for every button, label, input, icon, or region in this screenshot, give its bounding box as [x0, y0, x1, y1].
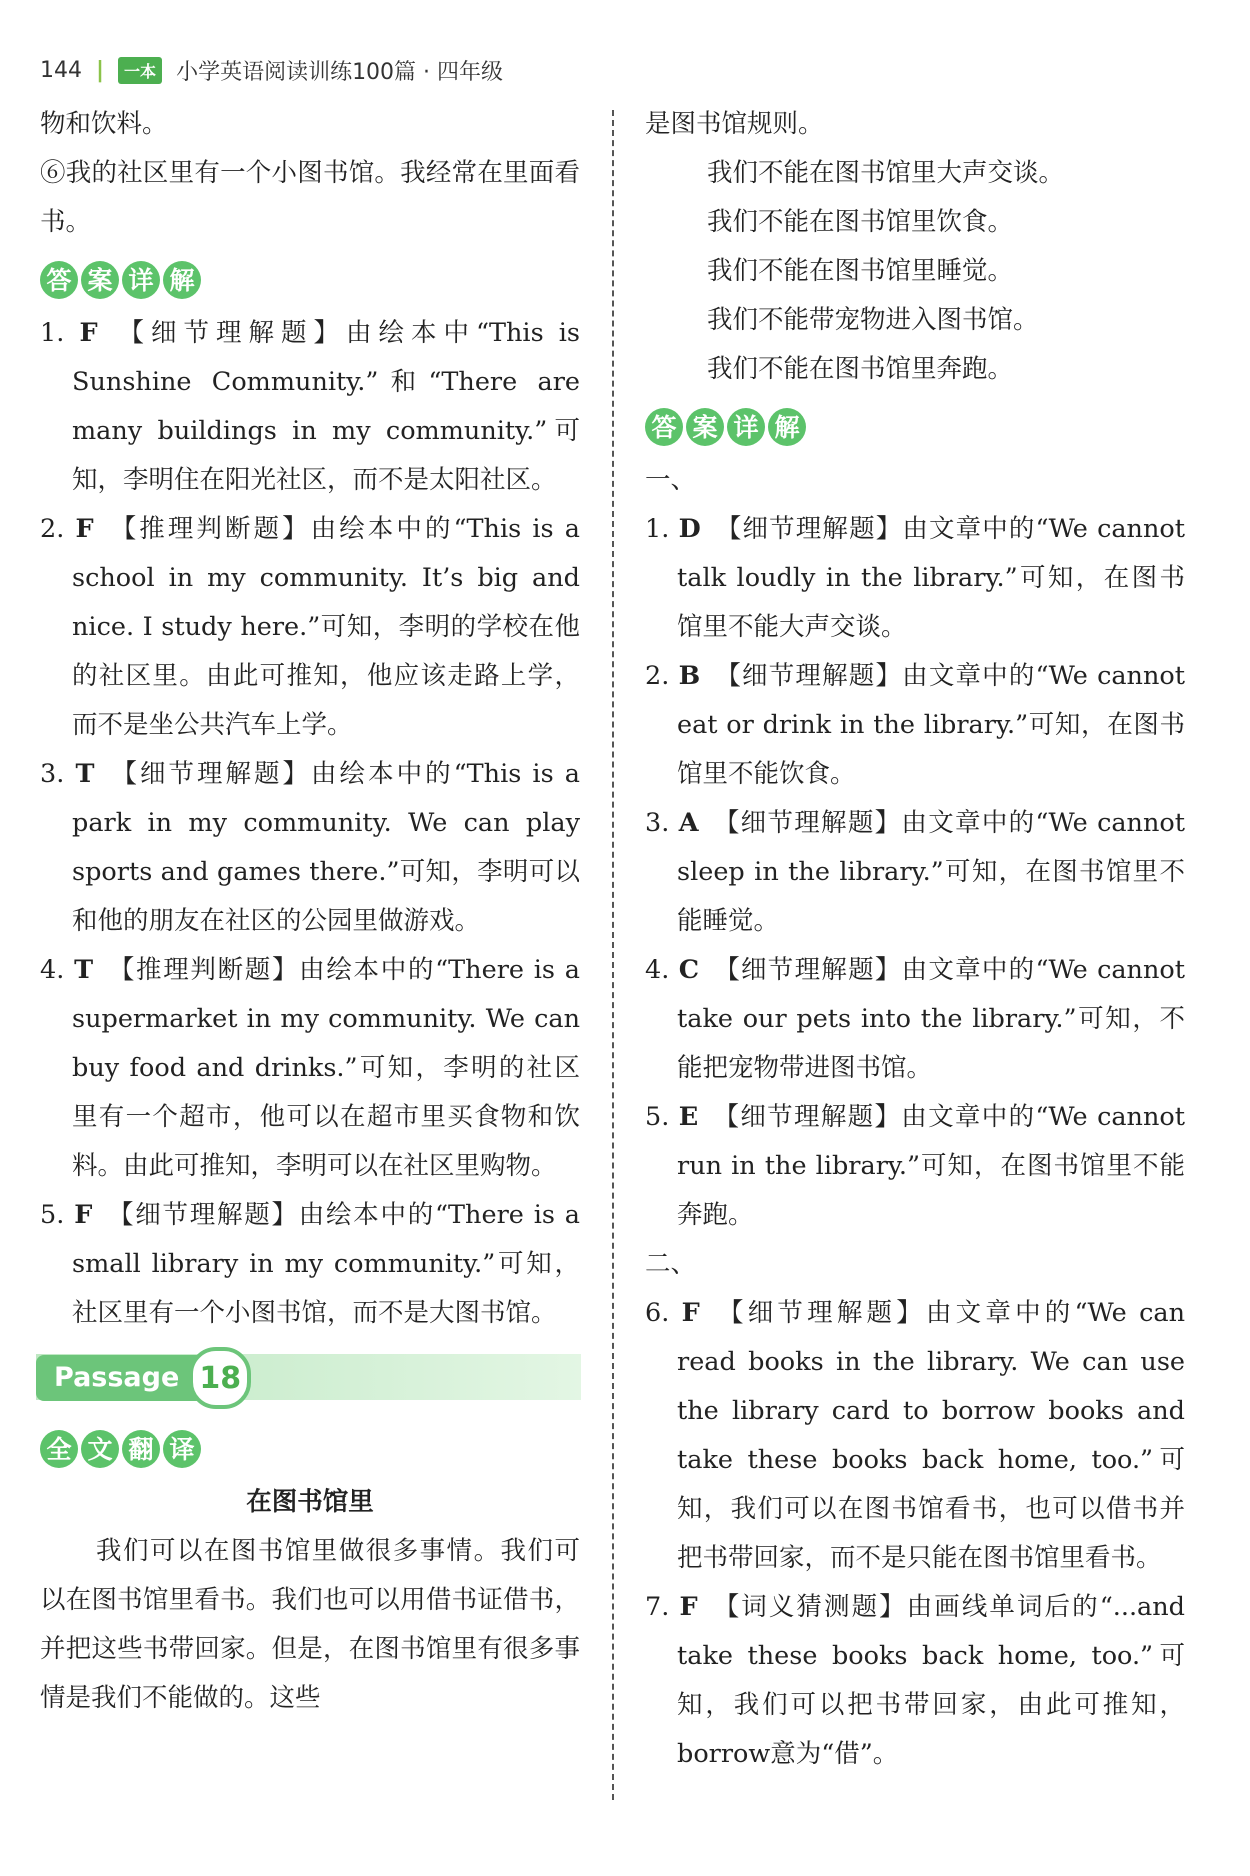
continued-text: 是图书馆规则。: [645, 109, 824, 139]
tag-char: 答: [40, 261, 78, 299]
book-title: 小学英语阅读训练100篇 · 四年级: [176, 59, 504, 85]
rule-item: 我们不能在图书馆里睡觉。: [707, 256, 1014, 286]
answer-tag: [645, 408, 806, 446]
tag-char: 详: [727, 408, 765, 446]
tag-char: 详: [122, 261, 160, 299]
passage-banner: [36, 1350, 580, 1406]
tag-char: 文: [81, 1430, 119, 1468]
continued-text: 物和饮料。: [40, 109, 168, 139]
answer-item: 3. A 【细节理解题】由文章中的“We cannot sleep in the library.”可知，在图书馆里不能睡觉。: [645, 808, 1185, 936]
answer-item: 1. F 【细节理解题】由绘本中“This is Sunshine Community.”和“There are many buildings in my community.”可知，李明住在阳光社区，而不是太阳社区。: [40, 318, 581, 495]
tag-char: 案: [81, 261, 119, 299]
right-column: [645, 100, 1185, 1779]
translation-tag: [40, 1430, 201, 1468]
rule-item: 我们不能在图书馆里奔跑。: [707, 354, 1014, 384]
answer-item: 4. T 【推理判断题】由绘本中的“There is a supermarket in my community. We can buy food and drinks.”可知，李明的社区里有一个超市，他可以在超市里买食物和饮料。由此可推知，李明可以在社区里购物。: [40, 955, 581, 1181]
answer-item: 2. F 【推理判断题】由绘本中的“This is a school in my community. It’s big and nice. I study here.”可知，李明的学校在他的社区里。由此可推知，他应该走路上学，而不是坐公共汽车上学。: [40, 514, 581, 740]
answer-item: 7. F 【词义猜测题】由画线单词后的“...and take these books back home, too.”可知，我们可以把书带回家，由此可推知，borrow意为“借”。: [645, 1592, 1185, 1769]
tag-char: 全: [40, 1430, 78, 1468]
page-number: 144: [40, 57, 82, 83]
answer-tag: [40, 261, 201, 299]
passage-label: Passage: [36, 1355, 201, 1401]
rule-item: 我们不能在图书馆里饮食。: [707, 207, 1014, 237]
answer-item: 4. C 【细节理解题】由文章中的“We cannot take our pets into the library.”可知，不能把宠物带进图书馆。: [645, 955, 1185, 1083]
header-separator: |: [96, 57, 105, 83]
tag-char: 案: [686, 408, 724, 446]
answer-item: 5. F 【细节理解题】由绘本中的“There is a small library in my community.”可知，社区里有一个小图书馆，而不是大图书馆。: [40, 1200, 580, 1328]
answer-item: 6. F 【细节理解题】由文章中的“We can read books in the library. We can use the library card to borrow books and take these books back home, too.”可知，我们可以在图书馆看书，也可以借书并把书带回家，而不是只能在图书馆里看书。: [645, 1298, 1185, 1573]
tag-char: 解: [768, 408, 806, 446]
answer-item: 2. B 【细节理解题】由文章中的“We cannot eat or drink in the library.”可知，在图书馆里不能饮食。: [645, 661, 1186, 789]
tag-char: 翻: [122, 1430, 160, 1468]
rule-item: 我们不能带宠物进入图书馆。: [707, 305, 1039, 335]
column-divider: [612, 110, 614, 1800]
section-heading: 二、: [645, 1249, 697, 1279]
left-column: [40, 100, 580, 1723]
page-header: [40, 52, 503, 88]
tag-char: 答: [645, 408, 683, 446]
passage-number: 18: [189, 1347, 251, 1409]
tag-char: 解: [163, 261, 201, 299]
section-heading: 一、: [645, 465, 697, 495]
item-6: ⑥我的社区里有一个小图书馆。我经常在里面看书。: [40, 158, 580, 237]
answer-item: 3. T 【细节理解题】由绘本中的“This is a park in my community. We can play sports and games there.”可知，李明可以和他的朋友在社区的公园里做游戏。: [40, 759, 580, 936]
answer-item: 1. D 【细节理解题】由文章中的“We cannot talk loudly in the library.”可知，在图书馆里不能大声交谈。: [645, 514, 1185, 642]
translation-title: 在图书馆里: [246, 1487, 374, 1517]
rule-item: 我们不能在图书馆里大声交谈。: [707, 158, 1065, 188]
translation-paragraph: 我们可以在图书馆里做很多事情。我们可以在图书馆里看书。我们也可以用借书证借书，并把这些书带回家。但是，在图书馆里有很多事情是我们不能做的。这些: [40, 1536, 580, 1713]
tag-char: 译: [163, 1430, 201, 1468]
book-logo: 一本: [118, 57, 162, 84]
answer-item: 5. E 【细节理解题】由文章中的“We cannot run in the library.”可知，在图书馆里不能奔跑。: [645, 1102, 1186, 1230]
